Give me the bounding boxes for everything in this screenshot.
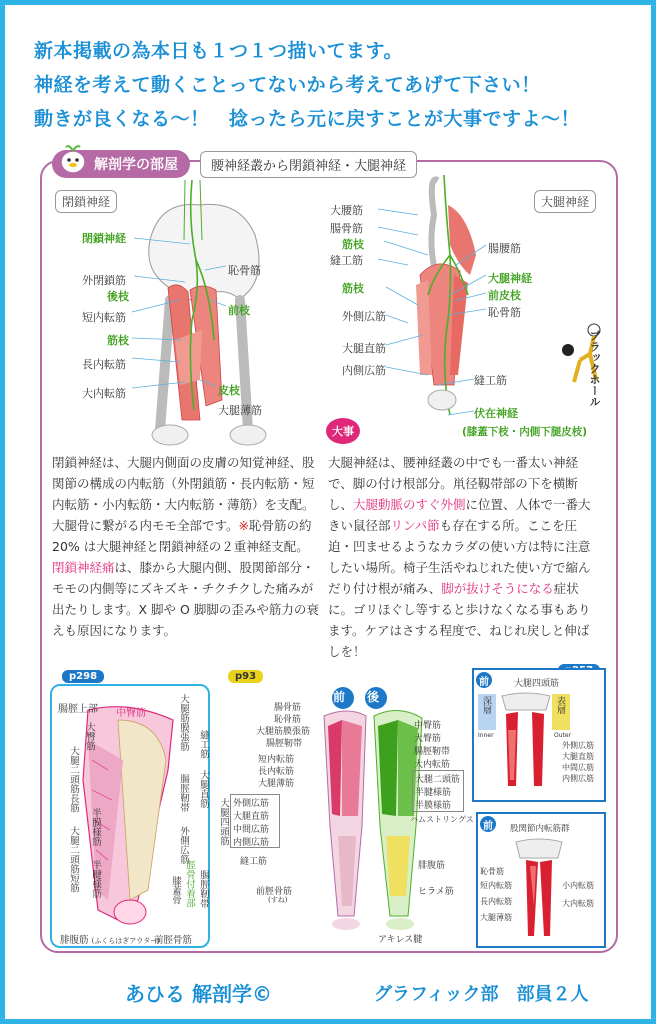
page-ref-p298[interactable]: p298 (62, 670, 104, 683)
hamstring-item-1: 半腱様筋 (415, 788, 452, 798)
blackhole-label: ブラックホール (588, 330, 601, 407)
mid-left-label-5: 長内転筋 (258, 767, 295, 777)
mid-left-label-6: 大腿薄筋 (258, 779, 295, 789)
label-patella: 膝蓋骨 (170, 876, 181, 905)
intro-line-1: 新本掲載の為本日も１つ１つ描いてます。 (34, 40, 403, 62)
label-biceps-short: 大腿二頭筋短筋 (68, 826, 79, 893)
gastro-sub: (ふくらはぎアウター) (91, 937, 160, 945)
label-gluteus-maximus: 大臀筋 (84, 722, 95, 751)
section-badge (52, 150, 190, 178)
adductor-panel-title: 股関節内転筋群 (510, 824, 570, 834)
label-gastro-mid: 腓腹筋 (418, 861, 446, 871)
adductor-front-badge: 前 (480, 816, 496, 832)
quad-item-1: 大腿直筋 (233, 812, 270, 822)
label-saphenous: 伏在神経 (474, 407, 518, 420)
quad-panel-title: 大腿四頭筋 (514, 679, 560, 689)
label-sartorius: 縫工筋 (474, 374, 507, 387)
label-pectineus: 恥骨筋 (228, 264, 261, 277)
label-gastrocnemius (60, 932, 160, 946)
label-muscular-branch-r: 筋枝 (342, 238, 364, 251)
label-obturator-nerve: 閉鎖神経 (82, 232, 126, 245)
label-anterior-branch: 前枝 (228, 304, 250, 317)
quad-front-badge: 前 (476, 672, 492, 688)
label-cutaneous-branch: 皮枝 (218, 384, 240, 397)
femoral-tag: 大腿神経 (534, 190, 596, 213)
label-saphenous-sub: (膝蓋下枝・内側下腿皮枝) (462, 426, 588, 438)
blackhole-pose-icon (560, 320, 610, 390)
quad-panel-item-1: 大腿直筋 (562, 752, 594, 761)
label-sartorius-top: 縫工筋 (330, 254, 363, 267)
label-biceps-long: 大腿二頭筋長筋 (68, 746, 79, 813)
footer-credit: グラフィック部 部員２人 (374, 984, 589, 1005)
mid-left-label-0: 腸骨筋 (274, 703, 302, 713)
label-sartorius-mid: 縫工筋 (240, 857, 268, 867)
obturator-neuralgia-text: は、膝から大腿内側、股関節部分・モモの内側等にズキズキ・チクチクした痛みが出たりします。X 脚や O 脚脚の歪みや筋力の衰えも原因になります。 (52, 560, 319, 638)
label-tibialis: 前脛骨筋 (154, 935, 193, 946)
quad-item-2: 中間広筋 (233, 825, 270, 835)
femoral-text-4: 症状に。ゴリほぐし等すると歩けなくなる事もあります。ケアはさする程度で、ねじれ戻しと伸ばしを！ (328, 581, 591, 659)
label-sartorius-p: 縫工筋 (198, 730, 209, 759)
femoral-text-2: に位置、人体で一番大きい鼠径部 (328, 497, 591, 533)
mid-right-label-1: 大臀筋 (414, 734, 442, 744)
adductor-right-1: 大内転筋 (562, 899, 594, 908)
label-femoral-nerve: 大腿神経 (488, 272, 532, 285)
intro-line-2: 神経を考えて動くことってないから考えてあげて下さい！ (34, 74, 541, 96)
adductor-illustration (512, 836, 566, 944)
label-iliopsoas: 腸腰筋 (488, 242, 521, 255)
mid-right-label-2: 腸脛靭帯 (414, 747, 451, 757)
adductor-left-1: 短内転筋 (480, 881, 512, 890)
femoral-highlight-2: リンパ節 (390, 518, 440, 533)
quad-item-3: 内側広筋 (233, 838, 270, 848)
mid-left-label-2: 大腿筋膜張筋 (256, 727, 311, 737)
front-label: 前 (333, 690, 346, 704)
femoral-highlight-1: 大腿動脈のすぐ外側 (353, 497, 466, 512)
label-tibialis-sub: (すね) (268, 896, 288, 904)
section-badge-label: 解剖学の部屋 (94, 157, 178, 173)
footer-brand: あひる 解剖学© (125, 982, 272, 1006)
label-iliacus: 腸骨筋 (330, 222, 363, 235)
label-iliotibial-top: 腸脛上部 (58, 704, 98, 715)
page-ref-p93[interactable]: p93 (228, 670, 263, 683)
obturator-tag: 閉鎖神経 (55, 190, 117, 213)
deep-layer-label: 深層 (481, 696, 491, 714)
label-hamstrings: ハムストリングス (410, 815, 474, 824)
quad-panel-item-3: 内側広筋 (562, 774, 594, 783)
label-muscular-branch: 筋枝 (107, 334, 129, 347)
label-soleus: ヒラメ筋 (418, 887, 454, 897)
label-adductor-longus: 長内転筋 (82, 358, 126, 371)
adductor-right-0: 小内転筋 (562, 881, 594, 890)
right-leader-lines (378, 205, 488, 420)
right-body-text (328, 452, 600, 662)
label-rectus-femoris: 大腿直筋 (342, 342, 386, 355)
label-anterior-cutaneous: 前皮枝 (488, 289, 521, 302)
deep-layer-sub: Inner (478, 732, 494, 739)
adductor-left-2: 長内転筋 (480, 897, 512, 906)
obturator-note: 恥骨筋の約 20% は大腿神経と閉鎖神経の２重神経支配。 (52, 518, 312, 554)
mid-right-label-0: 中臀筋 (414, 721, 442, 731)
card-header (52, 150, 417, 178)
mid-left-label-1: 恥骨筋 (274, 715, 302, 725)
label-adductor-brevis: 短内転筋 (82, 311, 126, 324)
label-quadriceps: 大腿四頭筋 (218, 798, 229, 846)
obturator-description: 閉鎖神経は、大腿内側面の皮膚の知覚神経、股関節の構成の内転筋（外閉鎖筋・長内転筋・短内転筋・小内転筋・大内転筋・薄筋）を支配。大腿骨に繋がる内モモ全部です。 (52, 455, 315, 533)
obturator-neuralgia-heading: 閉鎖神経痛 (52, 560, 115, 575)
label-semimembranosus: 半膜様筋 (90, 808, 101, 846)
gastro-text: 腓腹筋 (60, 935, 89, 946)
femoral-text-1: 大腿神経は、腰神経叢の中でも一番太い神経で、脚の付け根部分。鼡径靱帯部の下を横断し、 (328, 455, 579, 512)
quad-panel-item-2: 中間広筋 (562, 763, 594, 772)
femoral-highlight-3: 脚が抜けそうになる (441, 581, 554, 596)
left-body-text (52, 452, 320, 641)
surface-layer-sub: Outer (554, 732, 572, 739)
label-gluteus-medius: 中臀筋 (116, 708, 146, 719)
duck-mascot-icon (58, 142, 88, 176)
label-rectus-p: 大腿直筋 (198, 770, 209, 808)
hamstring-item-0: 大腿二頭筋 (415, 775, 461, 785)
back-label: 後 (367, 690, 380, 704)
label-adductor-magnus: 大内転筋 (82, 387, 126, 400)
label-obturator-externus: 外閉鎖筋 (82, 274, 126, 287)
adductor-left-0: 恥骨筋 (480, 867, 504, 876)
quad-panel-item-0: 外側広筋 (562, 741, 594, 750)
label-it-band: 腸脛靭帯 (178, 774, 189, 812)
label-it-band-2: 腸脛靭帯 (198, 870, 209, 908)
adductor-left-3: 大腿薄筋 (480, 913, 512, 922)
label-tibialis-mid: 前脛骨筋 (256, 887, 293, 897)
label-posterior-branch: 後枝 (107, 290, 129, 303)
section-title: 腰神経叢から閉鎖神経・大腿神経 (200, 151, 417, 178)
left-leader-lines (130, 230, 240, 410)
important-badge: 大事 (326, 418, 360, 444)
label-tfl: 大腿筋膜張筋 (178, 694, 189, 751)
label-semitendinosus: 半腱様筋 (90, 860, 101, 898)
intro-line-3: 動きが良くなる〜！ 捻ったら元に戻すことが大事ですよ〜！ (34, 108, 581, 130)
hamstring-item-2: 半膜様筋 (415, 801, 452, 811)
mid-right-label-3: 大内転筋 (414, 760, 451, 770)
label-achilles: アキレス腱 (378, 935, 423, 945)
label-vastus-lateralis: 外側広筋 (342, 310, 386, 323)
label-gracilis: 大腿薄筋 (218, 404, 262, 417)
femoral-text-3: も存在する所。ここを圧迫・凹ませるようなカラダの使い方は特に注意したい場所。椅子生活やねじれた使い方で縮んだり付け根が痛み、 (328, 518, 591, 596)
label-vastus-medialis: 内側広筋 (342, 364, 386, 377)
label-pectineus-r: 恥骨筋 (488, 306, 521, 319)
label-tibia-attach: 脛骨付着部 (184, 860, 195, 908)
quad-item-0: 外側広筋 (233, 799, 270, 809)
mid-left-label-3: 腸脛靭帯 (266, 739, 303, 749)
quadriceps-illustration (496, 690, 556, 798)
note-mark: ※ (238, 518, 249, 533)
label-psoas-major: 大腰筋 (330, 204, 363, 217)
label-vastus-lat: 外側広筋 (178, 826, 189, 864)
mid-left-label-4: 短内転筋 (258, 755, 295, 765)
surface-layer-label: 表層 (555, 696, 565, 714)
label-muscular-branch-r2: 筋枝 (342, 282, 364, 295)
